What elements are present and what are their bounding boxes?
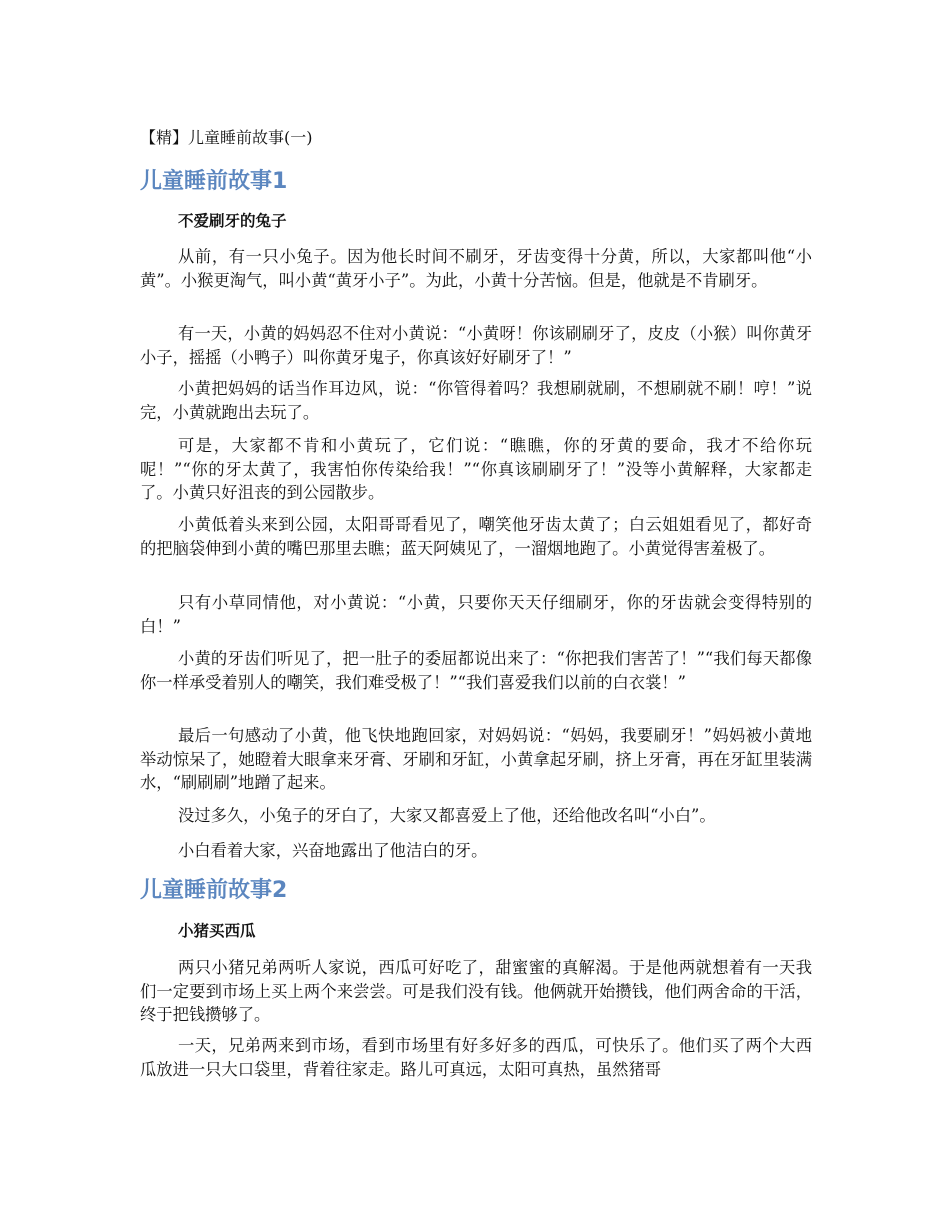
story-2-subtitle: 小猪买西瓜 [178,922,256,940]
story-1-paragraph-7: 小黄的牙齿们听见了，把一肚子的委屈都说出来了：“你把我们害苦了！”“我们每天都像你一样承受着别人的嘲笑，我们难受极了！”“我们喜爱我们以前的白衣裳！” [140,649,812,692]
story-1-paragraph-3: 小黄把妈妈的话当作耳边风，说：“你管得着吗？我想刷就刷，不想刷就不刷！哼！”说完，小黄就跑出去玩了。 [140,379,812,422]
document-title: 【精】儿童睡前故事(一) [140,128,313,147]
story-2-paragraph-2: 一天，兄弟两来到市场，看到市场里有好多好多的西瓜，可快乐了。他们买了两个大西瓜放进一只大口袋里，背着往家走。路儿可真远，太阳可真热，虽然猪哥 [140,1036,812,1079]
story-1-paragraph-8: 最后一句感动了小黄，他飞快地跑回家，对妈妈说：“妈妈，我要刷牙！”妈妈被小黄地举动惊呆了，她瞪着大眼拿来牙膏、牙刷和牙缸，小黄拿起牙刷，挤上牙膏，再在牙缸里装满水，“刷刷刷”地蹭了起来。 [140,726,812,793]
story-1-paragraph-1: 从前，有一只小兔子。因为他长时间不刷牙，牙齿变得十分黄，所以，大家都叫他“小黄”。小猴更淘气，叫小黄“黄牙小子”。为此，小黄十分苦恼。但是，他就是不肯刷牙。 [140,247,812,290]
story-1-paragraph-4: 可是，大家都不肯和小黄玩了，它们说：“瞧瞧，你的牙黄的要命，我才不给你玩呢！”“你的牙太黄了，我害怕你传染给我！”“你真该刷刷牙了！”没等小黄解释，大家都走了。小黄只好沮丧的到公园散步。 [140,436,812,503]
story-1-paragraph-2: 有一天，小黄的妈妈忍不住对小黄说：“小黄呀！你该刷刷牙了，皮皮（小猴）叫你黄牙小子，摇摇（小鸭子）叫你黄牙鬼子，你真该好好刷牙了！” [140,324,812,367]
story-2-heading: 儿童睡前故事2 [140,878,288,903]
story-2-paragraph-1: 两只小猪兄弟两听人家说，西瓜可好吃了，甜蜜蜜的真解渴。于是他两就想着有一天我们一定要到市场上买上两个来尝尝。可是我们没有钱。他俩就开始攒钱，他们两舍命的干活，终于把钱攒够了。 [140,958,812,1025]
story-1-subtitle: 不爱刷牙的兔子 [178,212,287,230]
story-1-heading: 儿童睡前故事1 [140,169,288,194]
story-1-paragraph-6: 只有小草同情他，对小黄说：“小黄，只要你天天仔细刷牙，你的牙齿就会变得特别的白！” [140,593,812,636]
story-1-paragraph-5: 小黄低着头来到公园，太阳哥哥看见了，嘲笑他牙齿太黄了；白云姐姐看见了，都好奇的把脑袋伸到小黄的嘴巴那里去瞧；蓝天阿姨见了，一溜烟地跑了。小黄觉得害羞极了。 [140,515,812,558]
story-1-paragraph-9: 没过多久，小兔子的牙白了，大家又都喜爱上了他，还给他改名叫“小白”。 [178,806,716,825]
story-1-paragraph-10: 小白看着大家，兴奋地露出了他洁白的牙。 [178,841,488,860]
